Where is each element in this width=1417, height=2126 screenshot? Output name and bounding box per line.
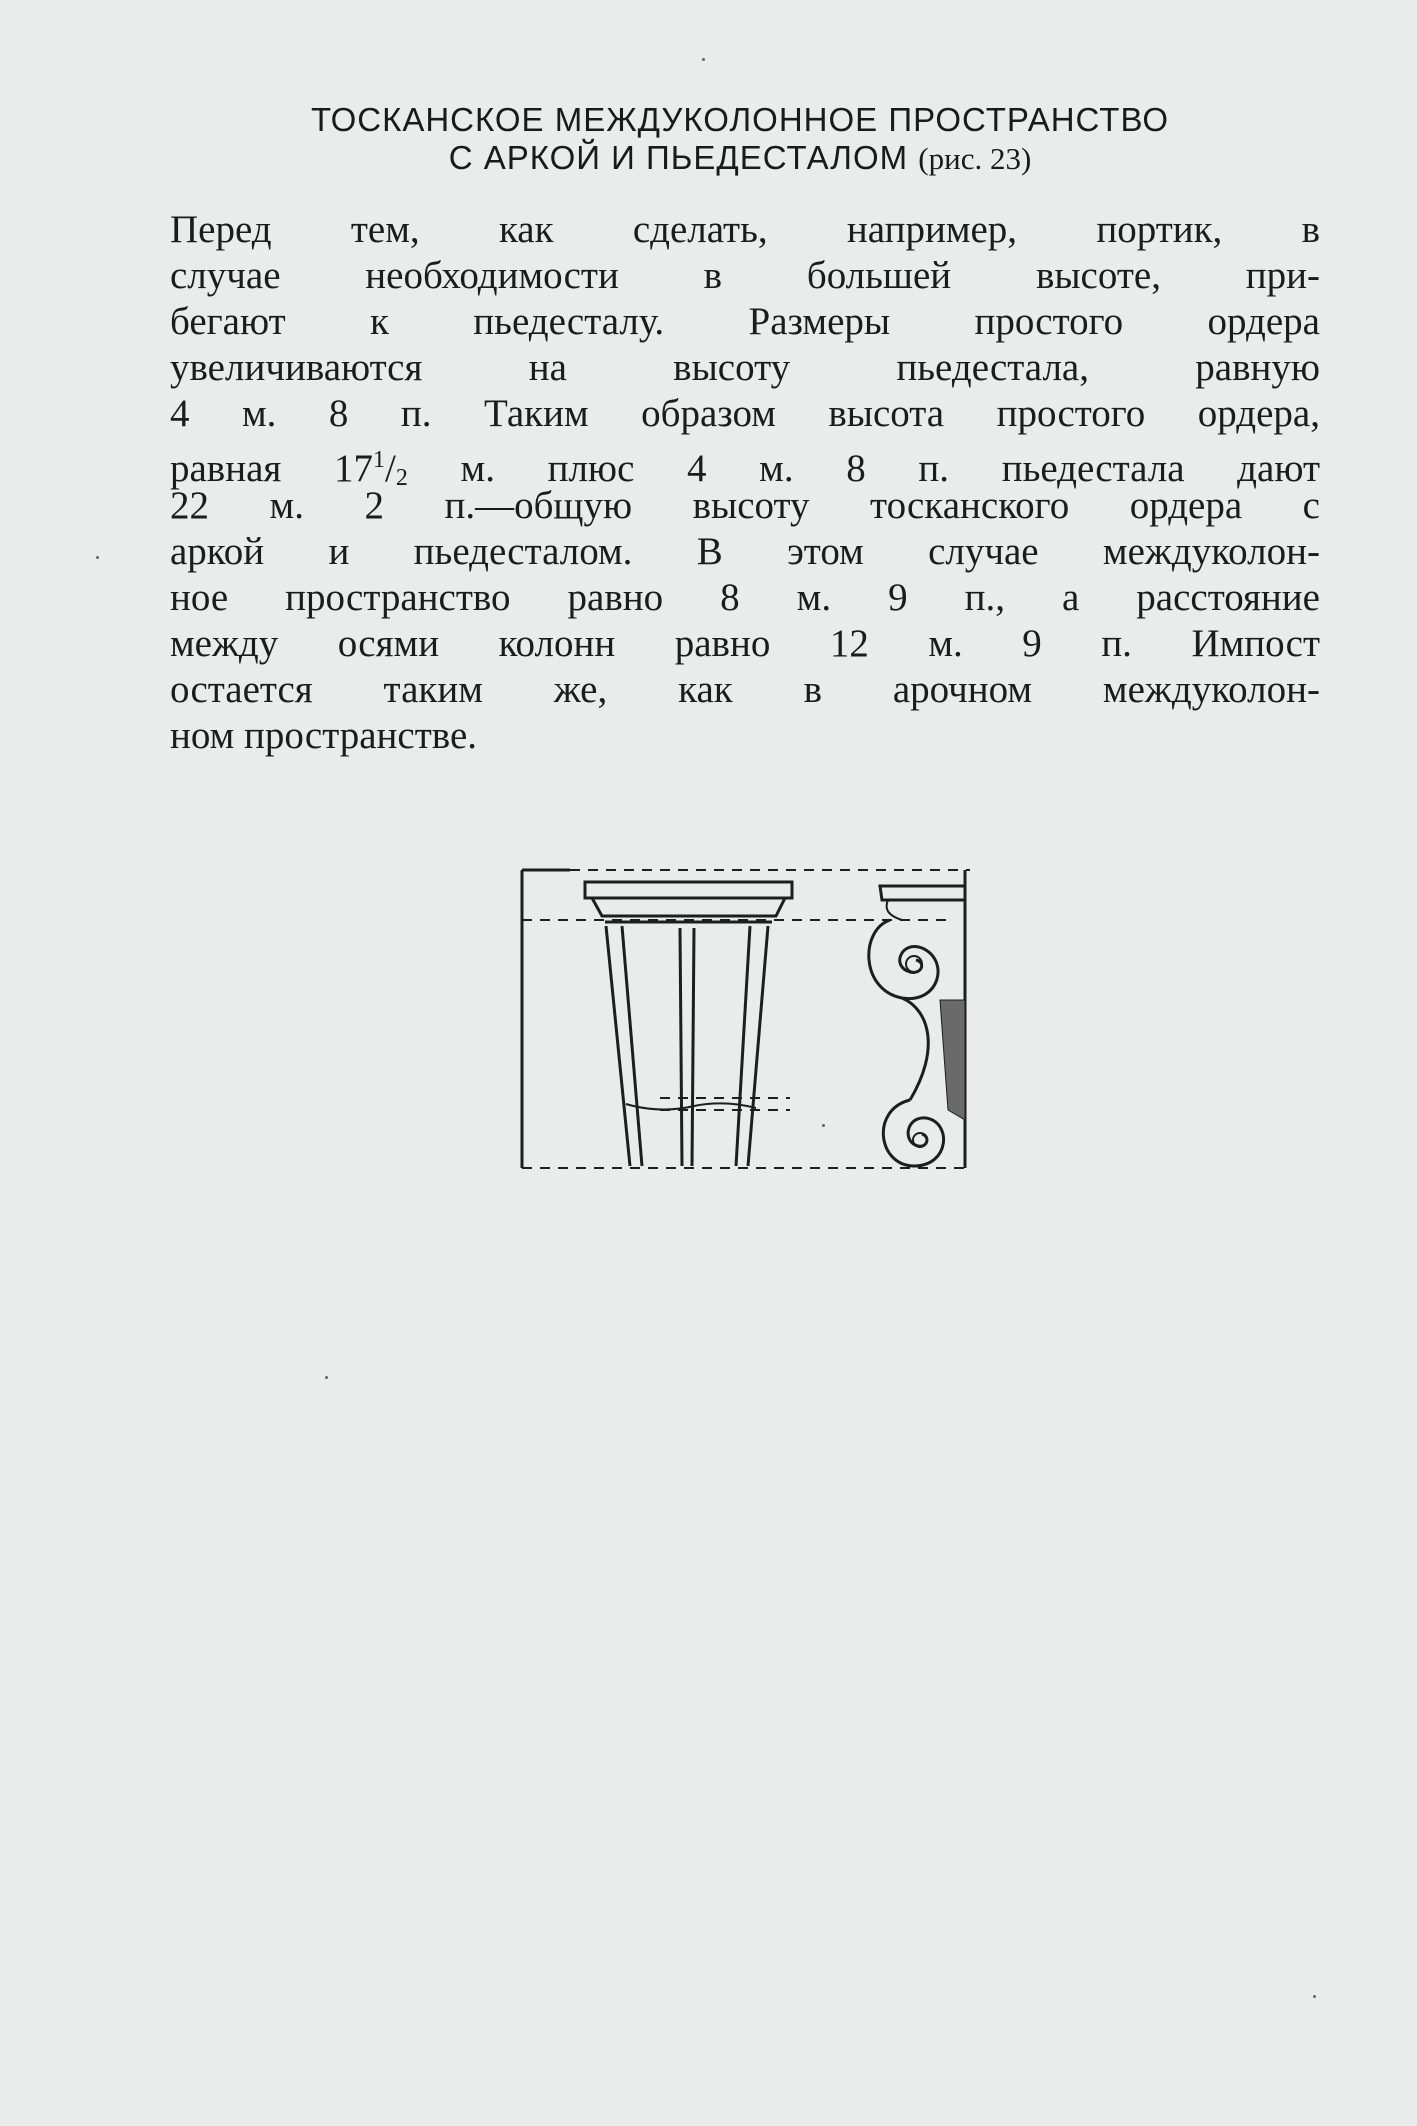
lower-volute (883, 1100, 943, 1166)
paragraph-line: случае необходимости в большей высоте, при- (170, 254, 1320, 297)
shaft-fillet-right (736, 926, 750, 1166)
fraction-denominator: 2 (395, 465, 408, 491)
paper-speck (1313, 1995, 1316, 1998)
paper-speck (822, 1124, 825, 1127)
fraction-whole: 17 (334, 447, 374, 490)
paragraph-line: между осями колонн равно 12 м. 9 п. Импост (170, 622, 1320, 665)
echinus-molding (592, 898, 785, 916)
section-title-line-2 (170, 138, 1310, 179)
paragraph-line: ное пространство равно 8 м. 9 п., а расстояние (170, 576, 1320, 619)
section-title-line-1: ТОСКАНСКОЕ МЕЖДУКОЛОННОЕ ПРОСТРАНСТВО (310, 101, 1170, 138)
paper-speck (96, 556, 99, 559)
console-shaded-wall (940, 1000, 965, 1120)
paragraph-line: 4 м. 8 п. Таким образом высота простого ордера, (170, 392, 1320, 435)
shaft-outline-right (748, 926, 768, 1166)
console-neck (887, 900, 902, 920)
console-s-curve (902, 998, 928, 1100)
paragraph-line: 22 м. 2 п.—общую высоту тосканского ордера с (170, 484, 1320, 527)
paragraph-line: остается таким же, как в арочном междуколон- (170, 668, 1320, 711)
line-text-before: равная (170, 447, 282, 490)
line-text-after: м. плюс 4 м. 8 п. пьедестала дают (460, 447, 1320, 490)
console-top-block (880, 886, 965, 900)
shaft-flute-1 (680, 928, 682, 1166)
fraction-numerator: 1 (373, 447, 386, 473)
shaft-flute-2 (692, 928, 694, 1166)
paragraph-line: бегают к пьедесталу. Размеры простого ордера (170, 300, 1320, 343)
upper-volute-eye (906, 956, 922, 972)
upper-volute (869, 920, 938, 999)
mixed-fraction: $17^1/_2$ (334, 447, 408, 491)
figure-23-impost-drawing (510, 860, 990, 1180)
section-title-text: С АРКОЙ И ПЬЕДЕСТАЛОМ (448, 139, 909, 176)
abacus-block (585, 882, 792, 898)
paragraph-line-with-fraction (170, 437, 1320, 491)
paragraph-line: ном пространстве. (170, 714, 478, 757)
paragraph-line: увеличиваются на высоту пьедестала, равную (170, 346, 1320, 389)
paragraph-line: Перед тем, как сделать, например, портик, в (170, 208, 1320, 251)
paper-speck (325, 1376, 328, 1379)
paper-speck (702, 58, 705, 61)
paragraph-line: аркой и пьедесталом. В этом случае междуколон- (170, 530, 1320, 573)
body-paragraph (170, 207, 1320, 759)
figure-reference: (рис. 23) (918, 141, 1032, 176)
